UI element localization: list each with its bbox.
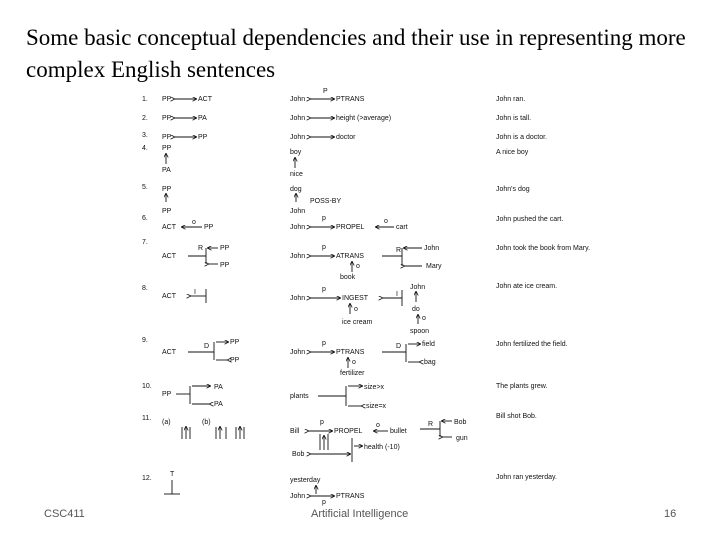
row-8-ex-o: o (354, 306, 358, 313)
row-7-rule-act: ACT (162, 253, 176, 260)
row-7-rule-pp2: PP (220, 262, 230, 269)
row-8-rule-i: I (194, 289, 196, 296)
row-9-ex-field: field (422, 341, 435, 348)
row-10-number: 10. (142, 383, 152, 390)
row-11-ex-bob2: Bob (292, 451, 305, 458)
row-1-number: 1. (142, 96, 148, 103)
row-4-number: 4. (142, 145, 148, 152)
row-11-ex-propel: PROPEL (334, 428, 363, 435)
row-8-ex-p: p (322, 286, 326, 293)
row-5-number: 5. (142, 184, 148, 191)
row-1-ex-john: John (290, 96, 306, 103)
row-10-rule-pa1: PA (214, 384, 223, 391)
row-6-number: 6. (142, 215, 148, 222)
row-7-ex-o: o (356, 263, 360, 270)
row-7-ex-mary: Mary (426, 263, 442, 270)
row-11-ex-o: o (376, 422, 380, 429)
row-11-ex-bill: Bill (290, 428, 300, 435)
row-9-ex-john: John (290, 349, 306, 356)
row-1-sentence: John ran. (496, 96, 526, 103)
row-4-rule-pa: PA (162, 167, 171, 174)
row-9-rule-d: D (204, 343, 210, 350)
row-6-ex-propel: PROPEL (336, 224, 365, 231)
row-4-ex-boy: boy (290, 149, 302, 156)
row-11-sentence: Bill shot Bob. (496, 413, 537, 420)
row-12-ex-yesterday: yesterday (290, 477, 321, 484)
row-9-sentence: John fertilized the field. (496, 341, 568, 348)
row-1-ex-p: P (323, 88, 328, 95)
row-7-ex-atrans: ATRANS (336, 253, 364, 260)
row-8-ex-spoon: spoon (410, 328, 430, 335)
row-8-rule-act: ACT (162, 293, 176, 300)
row-4-ex-nice: nice (290, 171, 303, 178)
row-1-rule-pp: PP (162, 96, 172, 103)
row-2-rule-pp: PP (162, 115, 172, 122)
row-8-ex-i: I (396, 291, 398, 298)
row-9-rule-pp2: PP (230, 357, 240, 364)
row-7-number: 7. (142, 239, 148, 246)
row-11-rule-b: (b) (202, 419, 211, 426)
row-7-rule-pp1: PP (220, 245, 230, 252)
row-9-rule-act: ACT (162, 349, 176, 356)
row-3-ex-john: John (290, 134, 306, 141)
row-8-number: 8. (142, 285, 148, 292)
row-9-ex-fertilizer: fertilizer (340, 370, 365, 377)
row-8-sentence: John ate ice cream. (496, 283, 558, 290)
row-9-ex-bag: bag (424, 359, 436, 366)
row-5-rule-pp2: PP (162, 208, 172, 215)
row-12-rule-t: T (170, 471, 175, 478)
row-7-sentence: John took the book from Mary. (496, 245, 591, 252)
row-9-number: 9. (142, 337, 148, 344)
row-6-rule-act: ACT (162, 224, 176, 231)
row-1-rule-act: ACT (198, 96, 212, 103)
row-6-rule-pp: PP (204, 224, 214, 231)
row-5-rule-pp1: PP (162, 186, 172, 193)
row-12-ex-ptrans: PTRANS (336, 493, 365, 500)
row-10-rule-pp: PP (162, 391, 172, 398)
row-5-ex-dog: dog (290, 186, 302, 193)
row-8-ex-icecream: ice cream (342, 319, 373, 326)
slide-title: Some basic conceptual dependencies and their use in representing more complex English sentences (26, 25, 686, 82)
row-7-ex-r: R (396, 247, 402, 254)
row-3-ex-doctor: doctor (336, 134, 356, 141)
row-5-ex-john: John (290, 208, 306, 215)
row-8-ex-do: do (412, 306, 420, 313)
row-7-ex-p: p (322, 244, 326, 251)
row-9-ex-ptrans: PTRANS (336, 349, 365, 356)
row-5-sentence: John's dog (496, 186, 530, 193)
row-4-rule-pp: PP (162, 145, 172, 152)
row-10-sentence: The plants grew. (496, 383, 548, 390)
row-11-ex-gun: gun (456, 435, 468, 442)
row-11-number: 11. (142, 415, 152, 422)
row-3-number: 3. (142, 132, 148, 139)
row-12-sentence: John ran yesterday. (496, 474, 557, 481)
row-9-ex-p: p (322, 340, 326, 347)
row-6-ex-p: p (322, 215, 326, 222)
footer-subject: Artificial Intelligence (311, 508, 409, 520)
row-10-rule-pa2: PA (214, 401, 223, 408)
row-8-ex-john: John (290, 295, 306, 302)
row-3-rule-pp2: PP (198, 134, 208, 141)
row-10-ex-size-eq: size=x (366, 403, 387, 410)
row-4-sentence: A nice boy (496, 149, 529, 156)
row-2-number: 2. (142, 115, 148, 122)
row-11-ex-r: R (428, 421, 434, 428)
row-5-ex-possby: POSS-BY (310, 198, 342, 205)
row-12-number: 12. (142, 475, 152, 482)
row-6-ex-o: o (384, 218, 388, 225)
row-10-ex-plants: plants (290, 393, 309, 400)
row-6-sentence: John pushed the cart. (496, 216, 564, 223)
cd-diagram-svg (130, 84, 591, 506)
row-11-ex-health: health (-10) (364, 444, 400, 451)
row-10-ex-size-gt: size>x (364, 384, 385, 391)
footer-page-number: 16 (664, 508, 677, 520)
row-2-ex-john: John (290, 115, 306, 122)
row-3-sentence: John is a doctor. (496, 134, 547, 141)
row-2-sentence: John is tall. (496, 115, 532, 122)
row-8-ex-ingest: INGEST (342, 295, 369, 302)
row-2-rule-pa: PA (198, 115, 207, 122)
row-2-ex-height: height (>average) (336, 115, 392, 122)
row-12-ex-p: p (322, 499, 326, 506)
row-6-ex-cart: cart (396, 224, 408, 231)
row-11-ex-bullet: bullet (390, 428, 407, 435)
row-7-ex-book: book (340, 274, 356, 281)
row-8-ex-john2: John (410, 284, 426, 291)
row-11-rule-a: (a) (162, 419, 171, 426)
row-1-ex-ptrans: PTRANS (336, 96, 365, 103)
row-8-ex-o2: o (422, 315, 426, 322)
row-9-rule-pp1: PP (230, 339, 240, 346)
row-11-ex-bob: Bob (454, 419, 467, 426)
row-6-ex-john: John (290, 224, 306, 231)
row-7-rule-r: R (198, 245, 204, 252)
row-9-ex-d: D (396, 343, 402, 350)
row-12-ex-john: John (290, 493, 306, 500)
conceptual-dependency-figure (130, 84, 591, 506)
row-6-rule-o: o (192, 219, 196, 226)
row-7-ex-john2: John (424, 245, 440, 252)
row-3-rule-pp1: PP (162, 134, 172, 141)
row-7-ex-john: John (290, 253, 306, 260)
row-11-ex-p: p (320, 419, 324, 426)
footer-course: CSC411 (44, 508, 85, 520)
row-9-ex-o: o (352, 359, 356, 366)
